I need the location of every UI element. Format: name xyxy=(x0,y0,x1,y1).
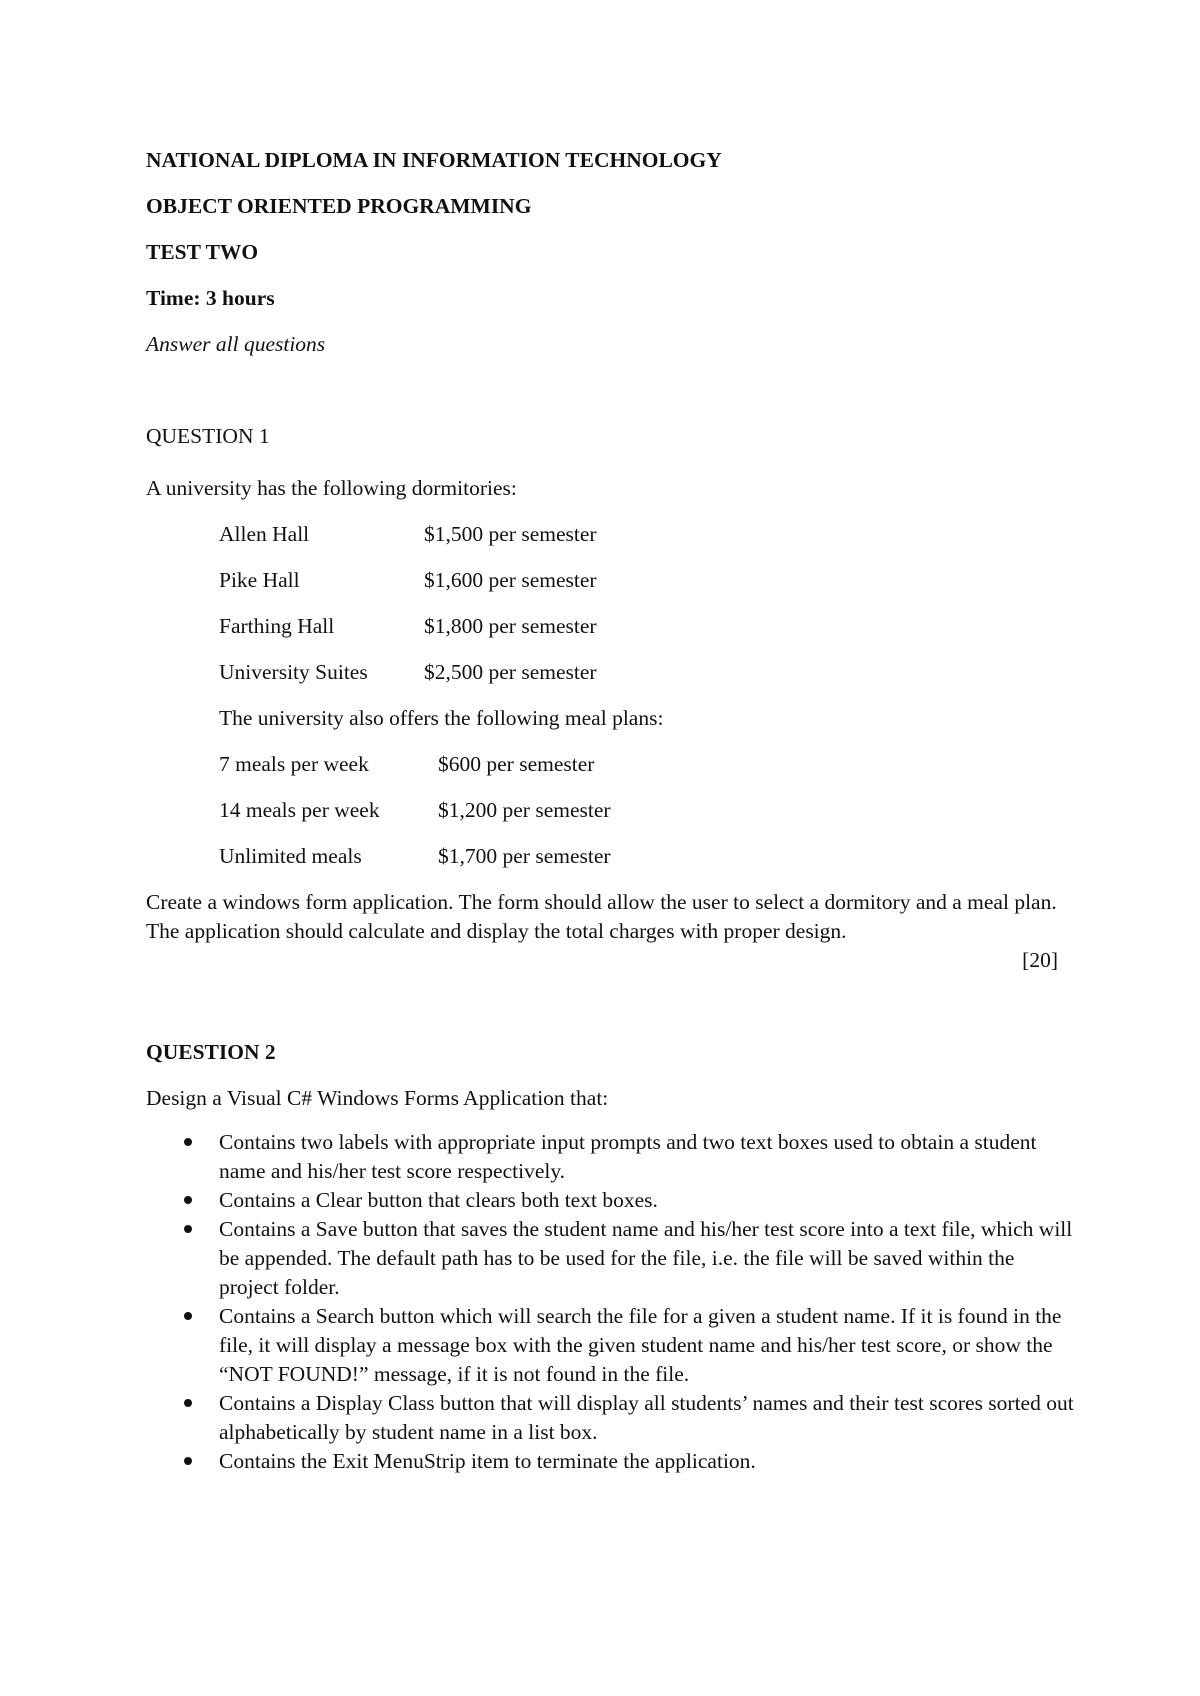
question1-title: QUESTION 1 xyxy=(146,424,270,448)
list-item xyxy=(146,1389,1076,1447)
meal-price: $1,200 per semester xyxy=(438,798,611,822)
bullet-icon xyxy=(184,1138,192,1146)
test-title: TEST TWO xyxy=(146,240,259,264)
list-item-text: Contains a Search button which will search the file for a given a student name. If it is found in the file, it will display a message box with the given student name and his/her test score, or show the “NOT FOUND!” message, if it is not found in the file. xyxy=(219,1304,1062,1386)
list-item-text: Contains a Display Class button that will display all students’ names and their test scores sorted out alphabetically by student name in a list box. xyxy=(219,1391,1074,1444)
instruction: Answer all questions xyxy=(146,332,326,356)
meal-plans-intro: The university also offers the following meal plans: xyxy=(219,706,664,730)
list-item-text: Contains a Clear button that clears both text boxes. xyxy=(219,1188,658,1212)
bullet-icon xyxy=(184,1196,192,1204)
meal-name: 7 meals per week xyxy=(219,752,369,776)
bullet-icon xyxy=(184,1312,192,1320)
requirements-list xyxy=(146,1128,1076,1476)
course-title: OBJECT ORIENTED PROGRAMMING xyxy=(146,194,532,218)
list-item-text: Contains the Exit MenuStrip item to terminate the application. xyxy=(219,1449,756,1473)
dorm-name: University Suites xyxy=(219,660,368,684)
list-item-text: Contains two labels with appropriate input prompts and two text boxes used to obtain a student name and his/her test score respectively. xyxy=(219,1130,1037,1183)
question2-intro: Design a Visual C# Windows Forms Application that: xyxy=(146,1086,609,1110)
meal-price: $600 per semester xyxy=(438,752,595,776)
question1-intro: A university has the following dormitories: xyxy=(146,476,517,500)
list-item xyxy=(146,1215,1076,1302)
dorm-price: $1,600 per semester xyxy=(424,568,597,592)
dorm-price: $1,500 per semester xyxy=(424,522,597,546)
bullet-icon xyxy=(184,1457,192,1465)
list-item-text: Contains a Save button that saves the student name and his/her test score into a text file, which will be appended. The default path has to be used for the file, i.e. the file will be saved within the project folder. xyxy=(219,1217,1073,1299)
dorm-name: Allen Hall xyxy=(219,522,310,546)
time-allowed: Time: 3 hours xyxy=(146,286,275,310)
meal-price: $1,700 per semester xyxy=(438,844,611,868)
dorm-price: $2,500 per semester xyxy=(424,660,597,684)
dorm-name: Pike Hall xyxy=(219,568,300,592)
meal-name: Unlimited meals xyxy=(219,844,362,868)
dorm-name: Farthing Hall xyxy=(219,614,335,638)
bullet-icon xyxy=(184,1225,192,1233)
diploma-title: NATIONAL DIPLOMA IN INFORMATION TECHNOLOGY xyxy=(146,148,722,172)
question1-task: Create a windows form application. The form should allow the user to select a dormitory and a meal plan. The application should calculate and display the total charges with proper design. xyxy=(146,890,1057,943)
list-item xyxy=(146,1302,1076,1389)
list-item xyxy=(146,1447,1076,1476)
question1-marks: [20] xyxy=(1022,948,1058,972)
question2-title: QUESTION 2 xyxy=(146,1040,276,1064)
list-item xyxy=(146,1186,1076,1215)
list-item xyxy=(146,1128,1076,1186)
bullet-icon xyxy=(184,1399,192,1407)
meal-name: 14 meals per week xyxy=(219,798,380,822)
dorm-price: $1,800 per semester xyxy=(424,614,597,638)
